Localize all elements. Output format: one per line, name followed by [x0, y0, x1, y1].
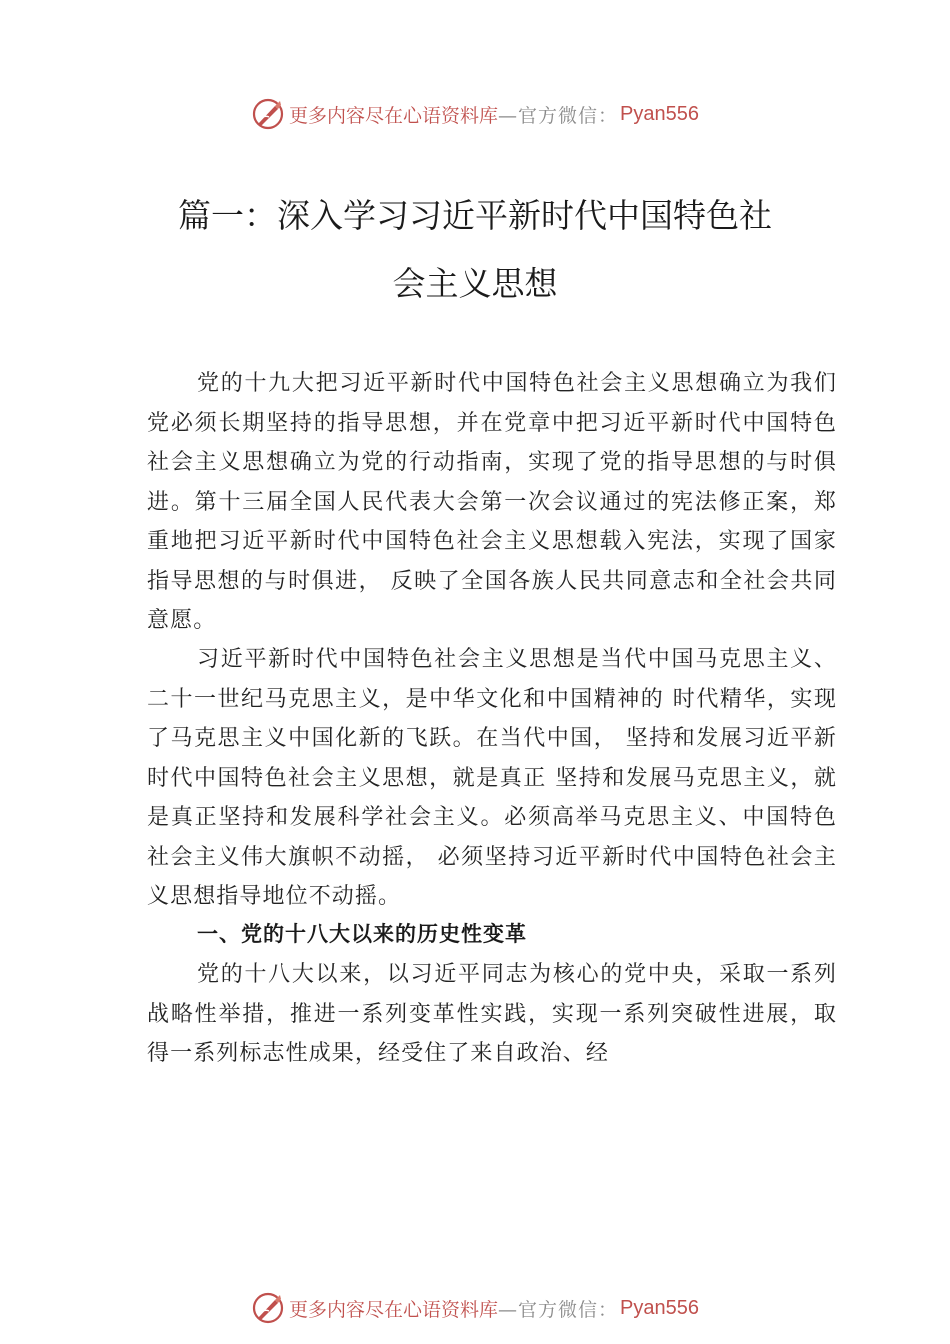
- watermark-account: Pyan556: [620, 102, 699, 125]
- quill-logo-icon: [251, 1291, 285, 1325]
- document-title-line2: 会主义思想: [392, 264, 558, 303]
- paragraph-2: 习近平新时代中国特色社会主义思想是当代中国马克思主义、二十一世纪马克思主义，是中华文化和中国精神的 时代精华，实现了马克思主义中国化新的飞跃。在当代中国， 坚持和发展习近平新时代中国特色社会主义思想，就是真正 坚持和发展马克思主义，就是真正坚持和发展科学社会主义。必须高举马克思主义、中国特色社会主义伟大旗帜不动摇， 必须坚持习近平新时代中国特色社会主义思想指导地位不动摇。: [147, 647, 837, 909]
- watermark-grey-text: —官方微信：: [498, 1298, 619, 1321]
- watermark-red-text: 更多内容尽在心语资料库: [289, 104, 499, 127]
- watermark-grey-text: —官方微信：: [498, 104, 619, 127]
- section-heading: 一、党的十八大以来的历史性变革: [197, 922, 527, 946]
- document-title-line1: 篇一：深入学习习近平新时代中国特色社: [178, 196, 772, 235]
- watermark-red-text: 更多内容尽在心语资料库: [289, 1298, 499, 1321]
- footer-watermark: [0, 1288, 950, 1328]
- header-watermark: [0, 94, 950, 134]
- watermark-account: Pyan556: [620, 1296, 699, 1319]
- paragraph-1: 党的十九大把习近平新时代中国特色社会主义思想确立为我们党必须长期坚持的指导思想，并在党章中把习近平新时代中国特色社会主义思想确立为党的行动指南，实现了党的指导思想的与时俱进。第十三届全国人民代表大会第一次会议通过的宪法修正案，郑重地把习近平新时代中国特色社会主义思想载入宪法，实现了国家指导思想的与时俱进， 反映了全国各族人民共同意志和全社会共同意愿。: [147, 371, 837, 633]
- quill-logo-icon: [251, 97, 285, 131]
- paragraph-3: 党的十八大以来，以习近平同志为核心的党中央，采取一系列战略性举措，推进一系列变革性实践，实现一系列突破性进展，取得一系列标志性成果，经受住了来自政治、经: [147, 962, 837, 1066]
